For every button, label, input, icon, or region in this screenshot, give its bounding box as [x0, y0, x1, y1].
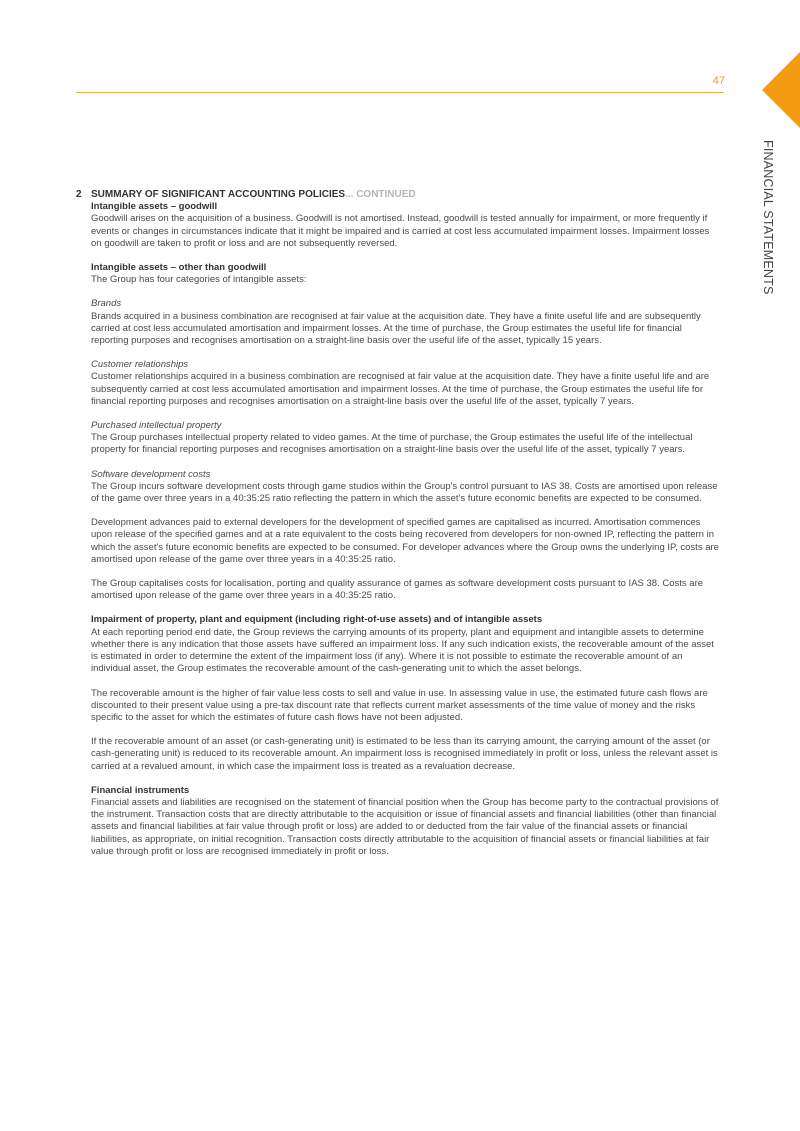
document-body	[91, 189, 721, 858]
purchased-ip-subheading: Purchased intellectual property	[91, 420, 222, 432]
section-title-text: SUMMARY OF SIGNIFICANT ACCOUNTING POLICIES	[91, 189, 346, 200]
brands-subheading: Brands	[91, 298, 122, 310]
page-number: 47	[712, 75, 725, 87]
software-costs-paragraph-2: Development advances paid to external developers for the development of specified games are capitalised as incurred. Amortisation commences upon release of the specified games and at a rate equivalent to the costs being recovered from developers for non-owned IP, reflecting the pattern in which the asset's future economic benefits are expected to be consumed. For developer advances where the Group owns the underlying IP, costs are amortised upon release of the game over three years in a 40:35:25 ratio.	[91, 517, 719, 565]
financial-instruments-paragraph: Financial assets and liabilities are recognised on the statement of financial position when the Group has become party to the contractual provisions of the instrument. Transaction costs that are directly attributable to the acquisition or issue of financial assets and financial liabilities (other than financial assets and financial liabilities at fair value through profit or loss) are added to or deducted from the fair value of the financial assets or financial liabilities, as appropriate, on initial recognition. Transaction costs directly attributable to the acquisition of financial assets or financial liabilities at fair value through profit or loss are recognised immediately in profit or loss.	[91, 796, 719, 857]
brands-paragraph: Brands acquired in a business combination are recognised at fair value at the acquisition date. They have a finite useful life and are subsequently carried at cost less accumulated amortisation and impairment losses. At the time of purchase, the Group estimates the useful life for financial reporting purposes and recognises amortisation on a straight-line basis over the useful life of the asset, typically 15 years.	[91, 310, 701, 347]
customer-relationships-subheading: Customer relationships	[91, 359, 189, 371]
purchased-ip-paragraph: The Group purchases intellectual property related to video games. At the time of purchase, the Group estimates the useful life of the intellectual property for financial reporting purposes and recognises amortisation on a straight-line basis over the useful life of the asset, typically 7 years.	[91, 432, 693, 456]
impairment-paragraph-2: The recoverable amount is the higher of fair value less costs to sell and value in use. In assessing value in use, the estimated future cash flows are discounted to their present value using a pre-tax discount rate that reflects current market assessments of the time value of money and the risks specific to the asset for which the estimates of future cash flows have not been adjusted.	[91, 687, 708, 723]
continued-label: ... CONTINUED	[345, 189, 416, 200]
corner-tab-decoration	[762, 52, 800, 128]
impairment-heading: Impairment of property, plant and equipment (including right-of-use assets) and of intangible assets	[91, 614, 543, 626]
other-intangibles-heading: Intangible assets – other than goodwill	[91, 262, 267, 274]
software-costs-paragraph-1: The Group incurs software development costs through game studios within the Group's control pursuant to IAS 38. Costs are amortised upon release of the game over three years in a 40:35:25 ratio reflecting the pattern in which the asset's future economic benefits are expected to be consumed.	[91, 480, 718, 505]
customer-relationships-paragraph: Customer relationships acquired in a business combination are recognised at fair value at the acquisition date. They have a finite useful life and are subsequently carried at cost less accumulated amortisation and impairment losses. At the time of purchase, the Group estimates the useful life for financial reporting purposes and recognises amortisation on a straight-line basis over the useful life of the asset, typically 7 years.	[91, 371, 710, 407]
impairment-paragraph-1: At each reporting period end date, the Group reviews the carrying amounts of its property, plant and equipment and intangible assets to determine whether there is any indication that those assets have suffered an impairment loss. If any such indication exists, the recoverable amount of the asset is estimated in order to determine the extent of the impairment loss (if any). Where it is not possible to estimate the recoverable amount of an individual asset, the Group estimates the recoverable amount of the cash-generating unit to which the asset belongs.	[91, 626, 714, 675]
impairment-paragraph-3: If the recoverable amount of an asset (or cash-generating unit) is estimated to be less than its carrying amount, the carrying amount of the asset (or cash-generating unit) is reduced to its recoverable amount. An impairment loss is recognised immediately in profit or loss, unless the relevant asset is carried at a revalued amount, in which case the impairment loss is treated as a revaluation decrease.	[91, 736, 718, 772]
goodwill-paragraph: Goodwill arises on the acquisition of a business. Goodwill is not amortised. Instead, goodwill is tested annually for impairment, or more frequently if events or changes in circumstances indicate that it might be impaired and is carried at cost less accumulated impairment losses. Impairment losses on goodwill are taken to profit or loss and are not subsequently reversed.	[91, 213, 710, 249]
section-title	[91, 189, 721, 201]
side-section-label: FINANCIAL STATEMENTS	[761, 140, 775, 295]
header-divider	[76, 92, 724, 93]
software-costs-subheading: Software development costs	[91, 468, 211, 480]
goodwill-heading: Intangible assets – goodwill	[91, 201, 218, 213]
section-number: 2	[76, 189, 82, 200]
other-intangibles-paragraph: The Group has four categories of intangible assets:	[91, 274, 307, 286]
financial-instruments-heading: Financial instruments	[91, 784, 190, 796]
software-costs-paragraph-3: The Group capitalises costs for localisation, porting and quality assurance of games as software development costs pursuant to IAS 38. Costs are amortised upon release of the game over three years in a 40:35:25 ratio.	[91, 578, 704, 602]
